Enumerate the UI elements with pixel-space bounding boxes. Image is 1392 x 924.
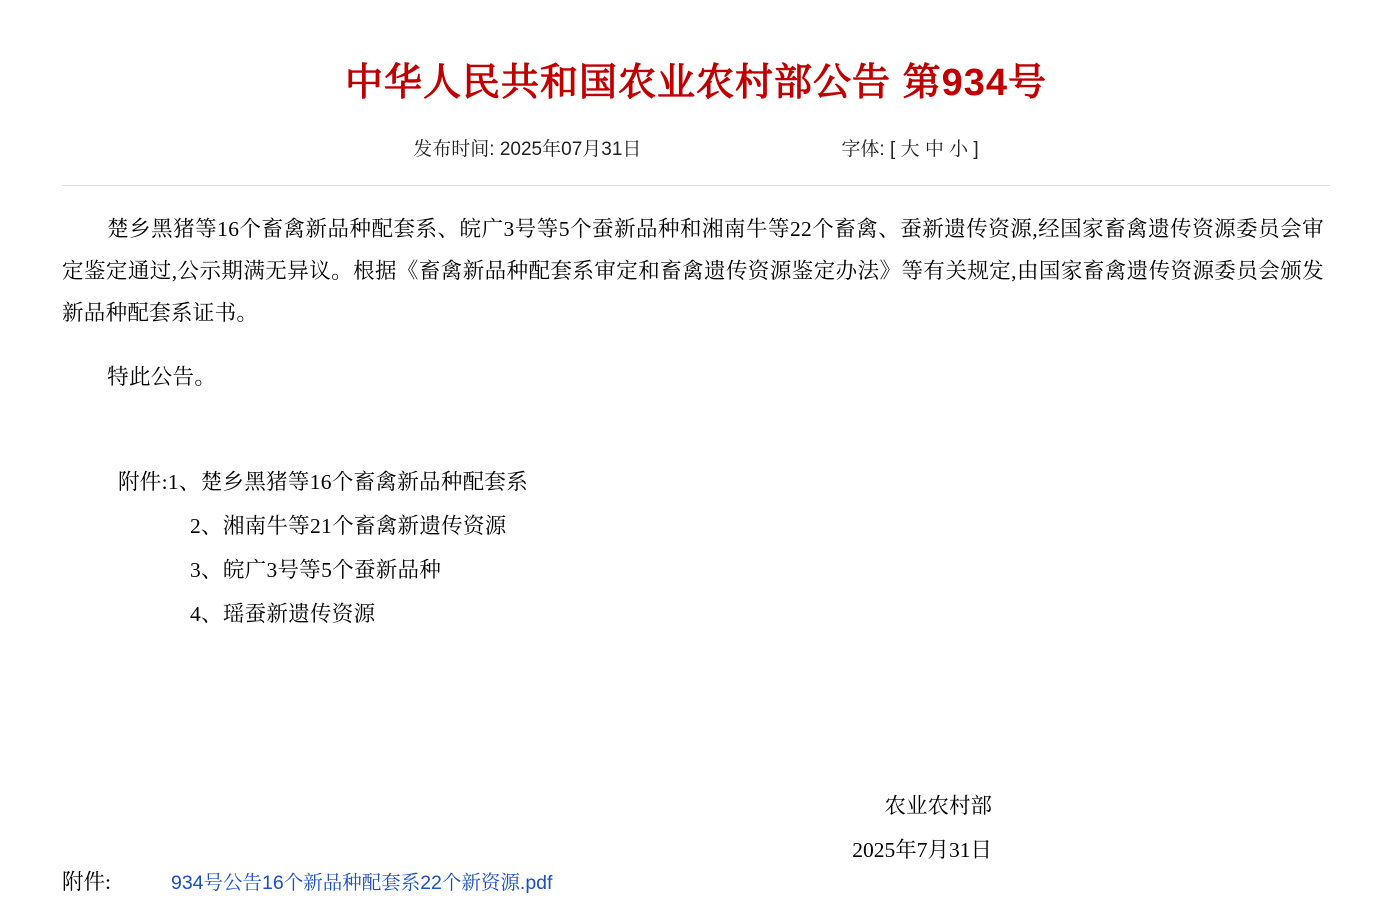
- list-item: 1、楚乡黑猪等16个畜禽新品种配套系: [167, 469, 529, 494]
- attachment-list-label: 附件:: [118, 469, 168, 494]
- list-item: 4、瑶蚕新遗传资源: [190, 601, 376, 626]
- footer-attachment-label: 附件:: [62, 870, 111, 895]
- attachment-list: [62, 460, 1324, 636]
- page-title: 中华人民共和国农业农村部公告 第934号: [345, 62, 1047, 105]
- font-size-small-button[interactable]: 小: [949, 139, 969, 161]
- footer-attachment: [62, 865, 552, 896]
- font-size-switcher: [841, 134, 978, 161]
- footer-attachment-link[interactable]: 934号公告16个新品种配套系22个新资源.pdf: [170, 872, 553, 895]
- font-size-label: 字体:: [841, 139, 885, 161]
- list-item: 3、皖广3号等5个蚕新品种: [190, 557, 442, 582]
- signature-organization: 农业农村部: [884, 793, 992, 818]
- document-body: [0, 208, 1392, 870]
- document-page: [0, 25, 1392, 924]
- body-paragraph-1: 楚乡黑猪等16个畜禽新品种配套系、皖广3号等5个蚕新品种和湘南牛等22个畜禽、蚕新遗传资源,经国家畜禽遗传资源委员会审定鉴定通过,公示期满无异议。根据《畜禽新品种配套系审定和畜禽遗传资源鉴定办法》等有关规定,由国家畜禽遗传资源委员会颁发新品种配套系证书。: [62, 217, 1324, 326]
- bracket-close: ]: [973, 139, 979, 161]
- font-size-large-button[interactable]: 大: [900, 139, 920, 161]
- attachment-list-first-row: [118, 460, 1324, 504]
- bracket-open: [: [889, 139, 896, 161]
- publish-time-value: 2025年07月31日: [499, 139, 642, 161]
- publish-time-label: 发布时间:: [413, 139, 495, 161]
- list-item: 2、湘南牛等21个畜禽新遗传资源: [190, 513, 507, 538]
- signature-date: 2025年7月31日: [852, 837, 992, 862]
- font-size-medium-button[interactable]: 中: [924, 139, 944, 161]
- document-meta: [0, 134, 1392, 161]
- signature-block: [62, 786, 1324, 870]
- body-paragraph-2: 特此公告。: [107, 364, 217, 389]
- publish-time: [413, 134, 641, 161]
- header-divider: [62, 185, 1330, 186]
